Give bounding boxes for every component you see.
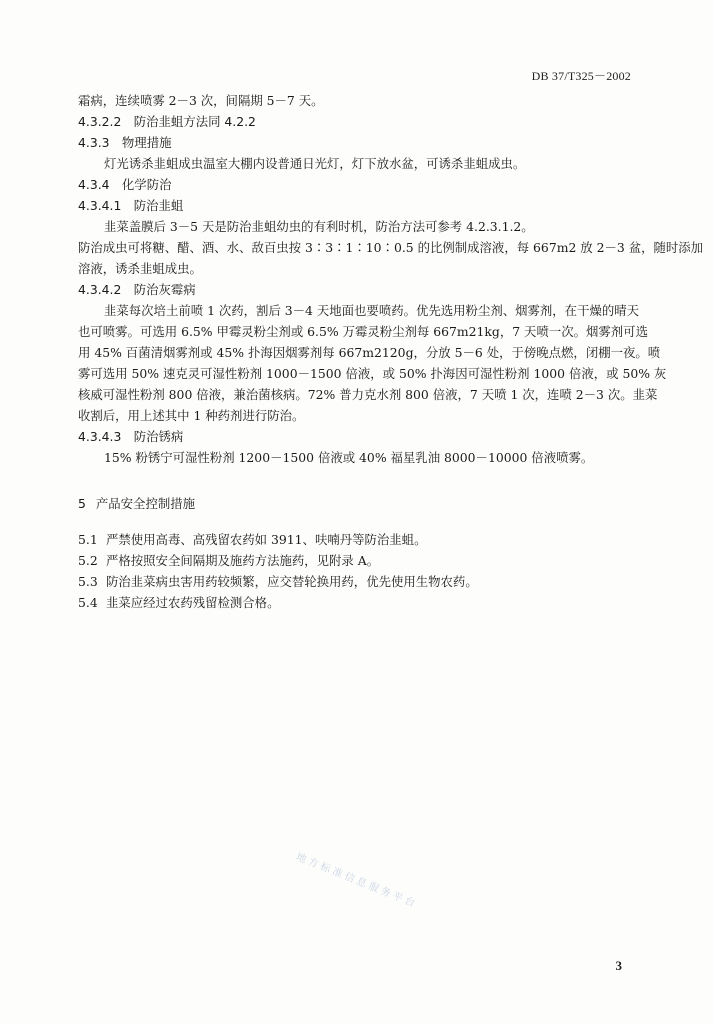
clause-heading-4-3-3: 4.3.3 物理措施 — [78, 135, 172, 150]
list-item — [78, 592, 638, 613]
clause-heading-4-3-4-1: 4.3.4.1 防治韭蛆 — [78, 198, 184, 213]
paragraph-line: 核威可湿性粉剂 800 倍液，兼治菌核病。72% 普力克水剂 800 倍液，7 天喷 1 次，连喷 2－3 次。韭菜 — [78, 387, 658, 402]
item-text: 严禁使用高毒、高残留农药如 3911、呋喃丹等防治韭蛆。 — [106, 532, 427, 547]
paragraph-line: 溶液，诱杀韭蛆成虫。 — [78, 261, 202, 276]
chapter-5-heading — [78, 489, 638, 519]
paragraph-line: 用 45% 百菌清烟雾剂或 45% 扑海因烟雾剂每 667m2120g，分放 5－6 处，于傍晚点燃，闭棚一夜。喷 — [78, 345, 661, 360]
watermark: 地方标准信息服务平台 — [294, 851, 420, 911]
paragraph-line: 灯光诱杀韭蛆成虫温室大棚内设普通日光灯，灯下放水盆，可诱杀韭蛆成虫。 — [104, 156, 526, 171]
paragraph-line: 15% 粉锈宁可湿性粉剂 1200－1500 倍液或 40% 福星乳油 8000－10000 倍液喷雾。 — [104, 450, 594, 465]
clause-heading-4-3-2-2: 4.3.2.2 防治韭蛆方法同 4.2.2 — [78, 114, 256, 129]
item-number: 5.2 — [78, 553, 98, 568]
section-spacer — [78, 519, 638, 529]
chapter-number: 5 — [78, 496, 86, 511]
page-number: 3 — [615, 958, 622, 973]
document-body — [78, 90, 704, 613]
paragraph-line: 雾可选用 50% 速克灵可湿性粉剂 1000－1500 倍液，或 50% 扑海因可湿性粉剂 1000 倍液，或 50% 灰 — [78, 366, 667, 381]
chapter-title: 产品安全控制措施 — [95, 496, 196, 511]
item-text: 韭菜应经过农药残留检测合格。 — [106, 595, 280, 610]
item-text: 严格按照安全间隔期及施药方法施药，见附录 A。 — [106, 553, 380, 568]
paragraph-line: 防治成虫可将糖、醋、酒、水、敌百虫按 3∶3∶1∶10∶0.5 的比例制成溶液，每 667m2 放 2－3 盆，随时添加 — [78, 240, 704, 255]
standard-code: DB 37/T325－2002 — [531, 69, 631, 83]
section-spacer — [78, 468, 638, 489]
item-number: 5.1 — [78, 532, 98, 547]
list-item — [78, 529, 638, 550]
clause-heading-4-3-4-2: 4.3.4.2 防治灰霉病 — [78, 282, 196, 297]
paragraph-line: 也可喷雾。可选用 6.5% 甲霉灵粉尘剂或 6.5% 万霉灵粉尘剂每 667m21kg，7 天喷一次。烟雾剂可选 — [78, 324, 648, 339]
item-number: 5.4 — [78, 595, 98, 610]
paragraph-line: 霜病，连续喷雾 2－3 次，间隔期 5－7 天。 — [78, 93, 324, 108]
clause-heading-4-3-4: 4.3.4 化学防治 — [78, 177, 172, 192]
item-text: 防治韭菜病虫害用药较频繁，应交替轮换用药，优先使用生物农药。 — [106, 574, 478, 589]
paragraph-line: 韭菜盖膜后 3－5 天是防治韭蛆幼虫的有利时机，防治方法可参考 4.2.3.1.2。 — [104, 219, 534, 234]
clause-heading-4-3-4-3: 4.3.4.3 防治锈病 — [78, 429, 184, 444]
list-item — [78, 571, 638, 592]
item-number: 5.3 — [78, 574, 98, 589]
paragraph-line: 韭菜每次培土前喷 1 次药，割后 3－4 天地面也要喷药。优先选用粉尘剂、烟雾剂，在干燥的晴天 — [104, 303, 640, 318]
paragraph-line: 收割后，用上述其中 1 种药剂进行防治。 — [78, 408, 305, 423]
list-item — [78, 550, 638, 571]
